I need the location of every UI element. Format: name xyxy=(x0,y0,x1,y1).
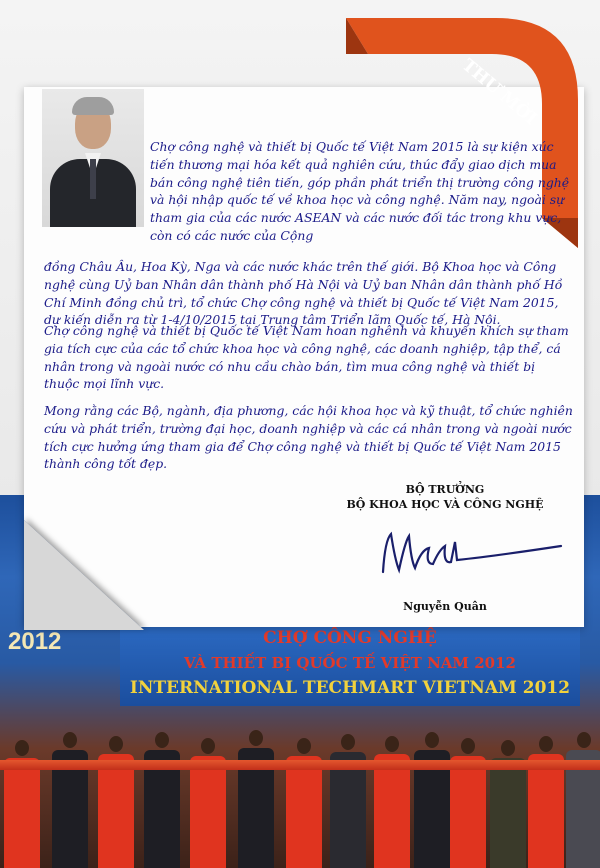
signer-name: Nguyễn Quân xyxy=(403,600,487,613)
ribbon-cutting-people xyxy=(0,700,600,868)
official xyxy=(238,730,274,868)
hostess xyxy=(374,736,410,868)
handwritten-signature xyxy=(375,520,565,590)
official xyxy=(144,732,180,868)
signer-title: BỘ TRƯỞNG xyxy=(405,483,485,496)
event-banner xyxy=(120,618,580,706)
ceremony-ribbon xyxy=(0,760,600,770)
page-curl xyxy=(24,520,144,630)
minister-portrait xyxy=(42,89,144,227)
letter-paragraph-1-continued: đồng Châu Âu, Hoa Kỳ, Nga và các nước khác trên thế giới. Bộ Khoa học và Công nghệ cùng Uỷ ban Nhân dân thành phố Hà Nội và Uỷ ban Nhân dân thành phố Hồ Chí Minh đồng chủ trì, tổ chức Chợ công nghệ và thiết bị Quốc tế Việt Nam 2015, dự kiến diễn ra từ 1-4/10/2015 tại Trung tâm Triển lãm Quốc tế, Hà Nội. xyxy=(44,259,563,328)
banner-english-title: INTERNATIONAL TECHMART VIETNAM 2012 xyxy=(129,678,571,698)
ribbon-label: THƯ MỜI xyxy=(457,55,541,130)
techmart-logo: 2012 xyxy=(8,628,62,655)
letter-paragraph-3: Mong rằng các Bộ, ngành, địa phương, các hội khoa học và kỹ thuật, tổ chức nghiên cứu và phát triển, trường đại học, doanh nghiệp và các cá nhân trong và ngoài nước tích cực hưởng ứng tham gia để Chợ công nghệ và thiết bị Quốc tế Việt Nam 2015 thành công tốt đẹp. xyxy=(44,403,573,472)
official xyxy=(566,732,600,868)
hostess xyxy=(528,736,564,868)
hostess xyxy=(286,738,322,868)
letter-paragraph-1-intro: Chợ công nghệ và thiết bị Quốc tế Việt Nam 2015 là sự kiện xúc tiến thương mại hóa kết quả nghiên cứu, thúc đẩy giao dịch mua bán công nghệ tiên tiến, góp phần phát triển thị trường công nghệ và hội nhập quốc tế về khoa học và công nghệ. Năm nay, ngoài sự tham gia của các nước ASEAN và các nước đối tác trong khu vực, còn có các nước của Cộng xyxy=(150,139,570,243)
signer-organization: BỘ KHOA HỌC VÀ CÔNG NGHỆ xyxy=(346,498,544,511)
official xyxy=(52,732,88,868)
hostess xyxy=(190,738,226,868)
official xyxy=(414,732,450,868)
banner-vietnamese-line-2: VÀ THIẾT BỊ QUỐC TẾ VIỆT NAM 2012 xyxy=(183,654,516,672)
banner-vietnamese-line-1: CHỢ CÔNG NGHỆ xyxy=(263,628,437,648)
letter-paragraph-2: Chợ công nghệ và thiết bị Quốc tế Việt Nam hoan nghênh và khuyến khích sự tham gia tích cực của các tổ chức khoa học và công nghệ, các doanh nghiệp, tập thể, cá nhân trong và ngoài nước có nhu cầu chào bán, tìm mua công nghệ và thiết bị thuộc mọi lĩnh vực. xyxy=(44,323,569,392)
hostess xyxy=(98,736,134,868)
official xyxy=(330,734,366,868)
hostess xyxy=(450,738,486,868)
